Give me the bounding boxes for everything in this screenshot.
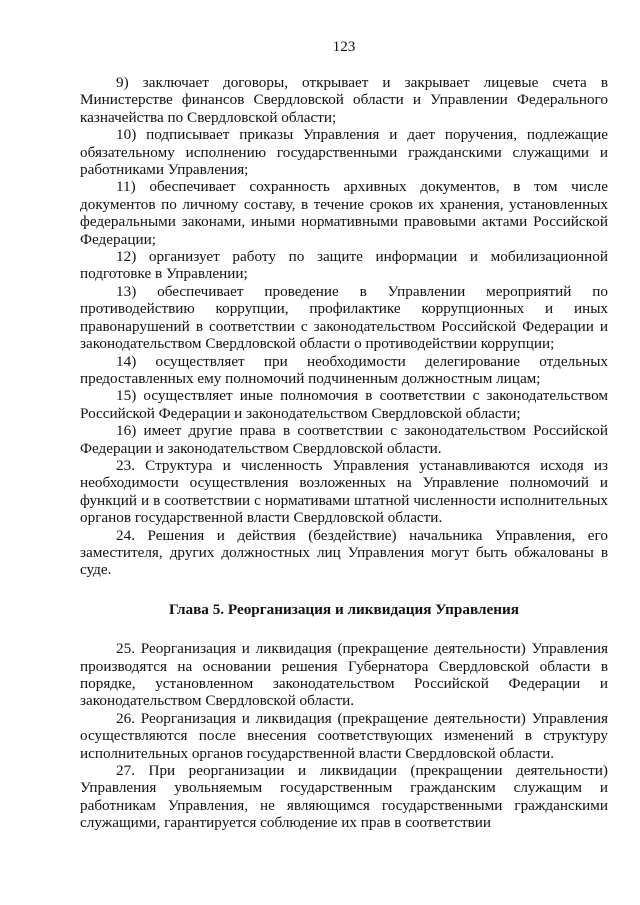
paragraph: 27. При реорганизации и ликвидации (прекращении деятельности) Управления увольняемым государственным гражданским служащим и работникам Управления, не являющимся государственными гражданскими служащими, гарантируется соблюдение их прав в соответствии [80,762,608,832]
paragraph: 24. Решения и действия (бездействие) начальника Управления, его заместителя, других должностных лиц Управления могут быть обжалованы в суде. [80,526,608,579]
paragraph: 14) осуществляет при необходимости делегирование отдельных предоставленных ему полномочий подчиненным должностным лицам; [80,352,608,387]
paragraph: 15) осуществляет иные полномочия в соответствии с законодательством Российской Федерации и законодательством Свердловской области; [80,387,608,422]
paragraph: 25. Реорганизация и ликвидация (прекращение деятельности) Управления производятся на основании решения Губернатора Свердловской области в порядке, установленном законодательством Российской Федерации и законодательством Свердловской области. [80,640,608,710]
paragraph: 11) обеспечивает сохранность архивных документов, в том числе документов по личному составу, в течение сроков их хранения, установленных федеральными законами, иными нормативными правовыми актами Российской Федерации; [80,178,608,248]
paragraph: 26. Реорганизация и ликвидация (прекращение деятельности) Управления осуществляются после внесения соответствующих изменений в структуру исполнительных органов государственной власти Свердловской области. [80,709,608,762]
paragraph: 16) имеет другие права в соответствии с законодательством Российской Федерации и законодательством Свердловской области. [80,422,608,457]
paragraph: 13) обеспечивает проведение в Управлении мероприятий по противодействию коррупции, профилактике коррупционных и иных правонарушений в соответствии с законодательством Российской Федерации и законодательством Свердловской области о противодействии коррупции; [80,282,608,353]
chapter-title: Глава 5. Реорганизация и ликвидация Управления [169,600,519,618]
paragraph: 9) заключает договоры, открывает и закрывает лицевые счета в Министерстве финансов Свердловской области и Управлении Федерального казначейства по Свердловской области; [80,74,608,126]
paragraph: 12) организует работу по защите информации и мобилизационной подготовке в Управлении; [80,248,608,283]
paragraph: 23. Структура и численность Управления устанавливаются исходя из необходимости осуществления возложенных на Управление полномочий и функций и в соответствии с нормативами штатной численности исполнительных органов государственной власти Свердловской области. [80,456,608,527]
document-body [80,74,608,832]
paragraph: 10) подписывает приказы Управления и дает поручения, подлежащие обязательному исполнению государственными гражданскими служащими и работниками Управления; [80,126,608,179]
page-number: 123 [332,38,356,55]
